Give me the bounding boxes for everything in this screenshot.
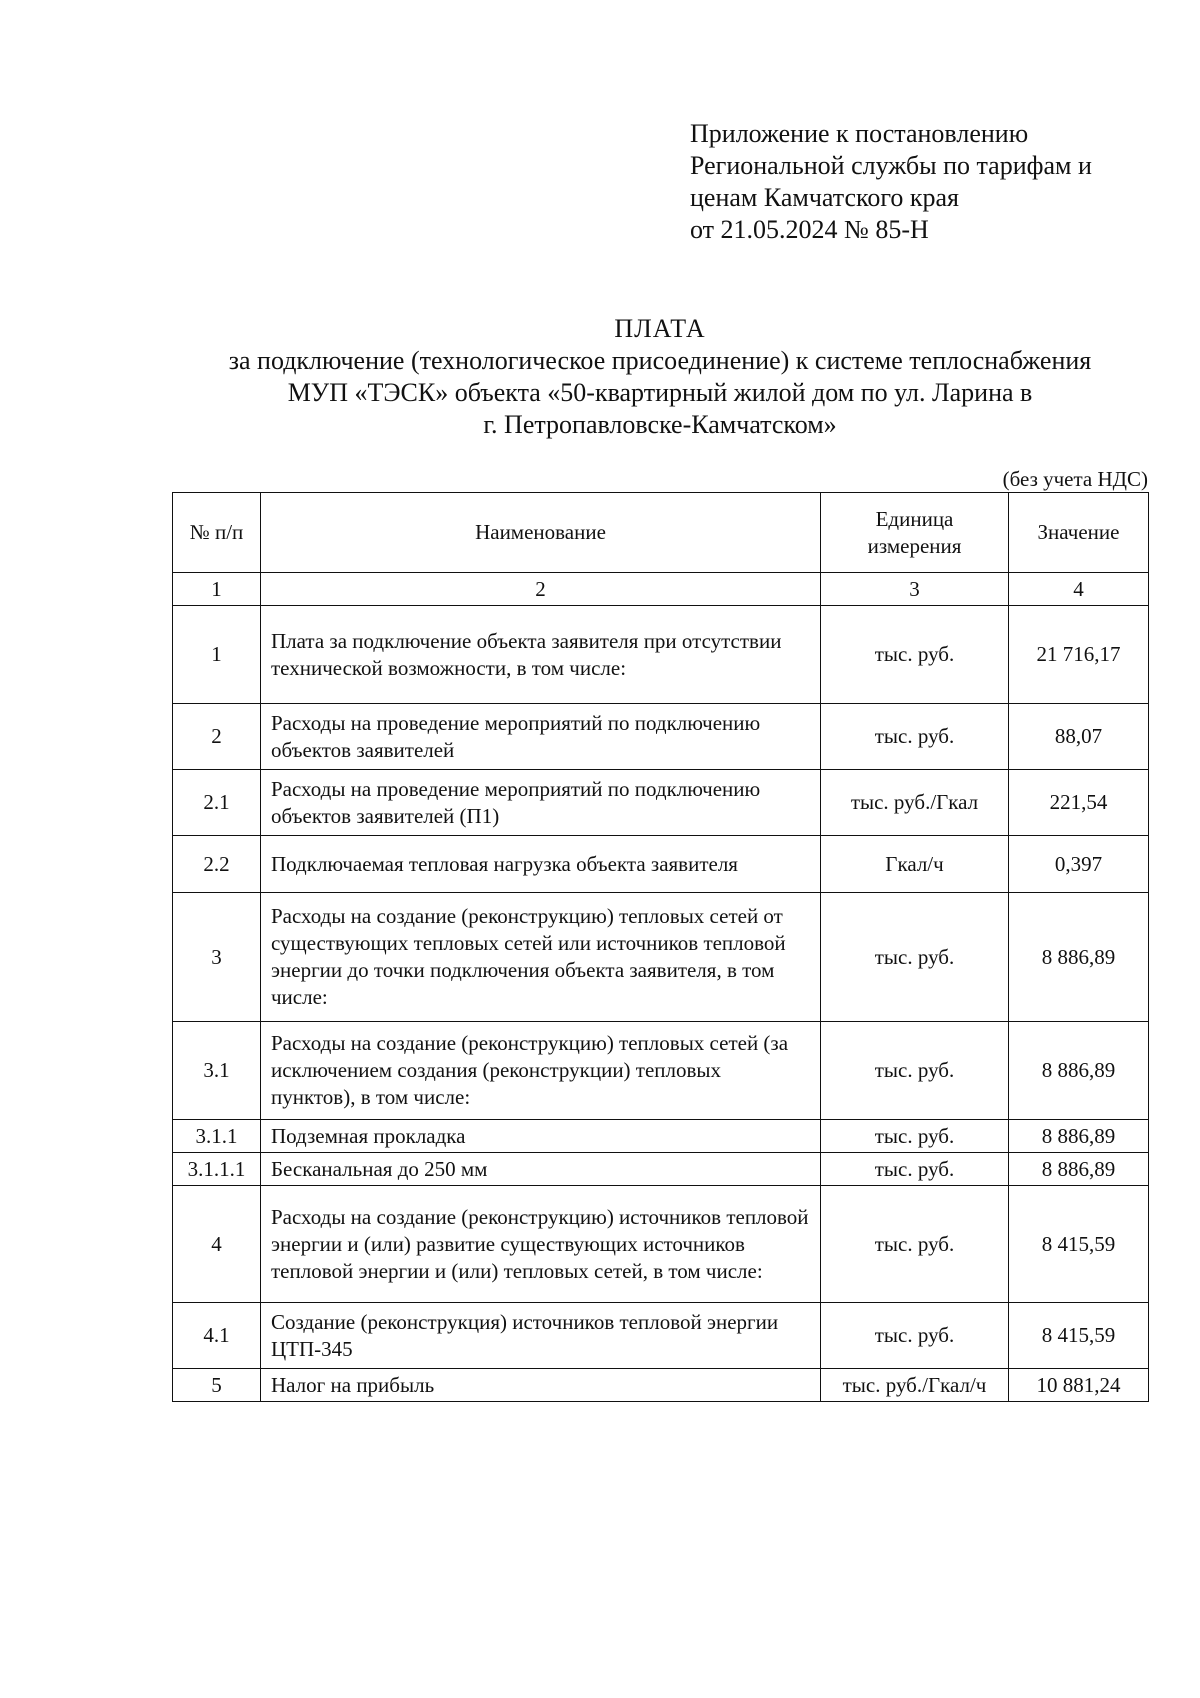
- appendix-block: [690, 118, 1092, 246]
- row-value: 88,07: [1009, 704, 1149, 770]
- row-value: 21 716,17: [1009, 606, 1149, 704]
- row-number: 3.1: [173, 1022, 261, 1120]
- row-value: 8 415,59: [1009, 1303, 1149, 1369]
- row-value: 8 886,89: [1009, 1120, 1149, 1153]
- appendix-line: от 21.05.2024 № 85-Н: [690, 215, 929, 244]
- row-value: 8 886,89: [1009, 893, 1149, 1022]
- row-unit: тыс. руб./Гкал/ч: [821, 1369, 1009, 1402]
- row-name: Расходы на проведение мероприятий по подключению объектов заявителей (П1): [261, 770, 821, 836]
- row-value: 0,397: [1009, 836, 1149, 893]
- table-row: [173, 1303, 1149, 1369]
- table-row: [173, 1186, 1149, 1303]
- row-number: 3: [173, 893, 261, 1022]
- table-row: [173, 1022, 1149, 1120]
- row-value: 8 415,59: [1009, 1186, 1149, 1303]
- table-row: [173, 1369, 1149, 1402]
- appendix-line: Региональной службы по тарифам и: [690, 151, 1092, 180]
- table-row: [173, 836, 1149, 893]
- table-row: [173, 893, 1149, 1022]
- table-row: [173, 1120, 1149, 1153]
- row-name: Расходы на создание (реконструкцию) тепловых сетей от существующих тепловых сетей или источников тепловой энергии до точки подключения объекта заявителя, в том числе:: [261, 893, 821, 1022]
- row-number: 2.2: [173, 836, 261, 893]
- row-name: Подключаемая тепловая нагрузка объекта заявителя: [261, 836, 821, 893]
- document-title: [100, 313, 1200, 441]
- table-row: [173, 1153, 1149, 1186]
- row-number: 5: [173, 1369, 261, 1402]
- row-unit: тыс. руб.: [821, 704, 1009, 770]
- row-value: 10 881,24: [1009, 1369, 1149, 1402]
- row-unit: тыс. руб.: [821, 606, 1009, 704]
- row-name: Бесканальная до 250 мм: [261, 1153, 821, 1186]
- row-name: Расходы на создание (реконструкцию) источников тепловой энергии и (или) развитие существующих источников тепловой энергии и (или) тепловых сетей, в том числе:: [261, 1186, 821, 1303]
- row-unit: тыс. руб./Гкал: [821, 770, 1009, 836]
- header-unit: Единица измерения: [821, 493, 1009, 573]
- column-number: 2: [261, 573, 821, 606]
- row-name: Расходы на создание (реконструкцию) тепловых сетей (за исключением создания (реконструкции) тепловых пунктов), в том числе:: [261, 1022, 821, 1120]
- table-row: [173, 704, 1149, 770]
- row-number: 2.1: [173, 770, 261, 836]
- row-unit: тыс. руб.: [821, 1022, 1009, 1120]
- header-num: № п/п: [173, 493, 261, 573]
- column-number: 1: [173, 573, 261, 606]
- appendix-line: ценам Камчатского края: [690, 183, 959, 212]
- row-number: 3.1.1: [173, 1120, 261, 1153]
- row-number: 3.1.1.1: [173, 1153, 261, 1186]
- row-unit: тыс. руб.: [821, 1303, 1009, 1369]
- row-number: 4.1: [173, 1303, 261, 1369]
- row-number: 1: [173, 606, 261, 704]
- table-row: [173, 606, 1149, 704]
- table-header-row: [173, 493, 1149, 573]
- title-line: за подключение (технологическое присоединение) к системе теплоснабжения: [228, 346, 1092, 375]
- vat-note: (без учета НДС): [1002, 467, 1148, 491]
- title-main: ПЛАТА: [614, 314, 706, 343]
- row-number: 4: [173, 1186, 261, 1303]
- row-unit: тыс. руб.: [821, 1153, 1009, 1186]
- row-name: Налог на прибыль: [261, 1369, 821, 1402]
- fee-table: [172, 492, 1149, 1402]
- table-row: [173, 770, 1149, 836]
- row-unit: Гкал/ч: [821, 836, 1009, 893]
- column-number: 3: [821, 573, 1009, 606]
- header-value: Значение: [1009, 493, 1149, 573]
- title-line: г. Петропавловске-Камчатском»: [483, 410, 837, 439]
- row-name: Подземная прокладка: [261, 1120, 821, 1153]
- row-number: 2: [173, 704, 261, 770]
- row-name: Плата за подключение объекта заявителя при отсутствии технической возможности, в том числе:: [261, 606, 821, 704]
- row-value: 8 886,89: [1009, 1022, 1149, 1120]
- column-number: 4: [1009, 573, 1149, 606]
- appendix-line: Приложение к постановлению: [690, 119, 1029, 148]
- row-unit: тыс. руб.: [821, 893, 1009, 1022]
- row-name: Создание (реконструкция) источников тепловой энергии ЦТП-345: [261, 1303, 821, 1369]
- row-name: Расходы на проведение мероприятий по подключению объектов заявителей: [261, 704, 821, 770]
- row-value: 221,54: [1009, 770, 1149, 836]
- column-number-row: [173, 573, 1149, 606]
- title-line: МУП «ТЭСК» объекта «50-квартирный жилой дом по ул. Ларина в: [287, 378, 1033, 407]
- header-name: Наименование: [261, 493, 821, 573]
- row-unit: тыс. руб.: [821, 1186, 1009, 1303]
- row-value: 8 886,89: [1009, 1153, 1149, 1186]
- row-unit: тыс. руб.: [821, 1120, 1009, 1153]
